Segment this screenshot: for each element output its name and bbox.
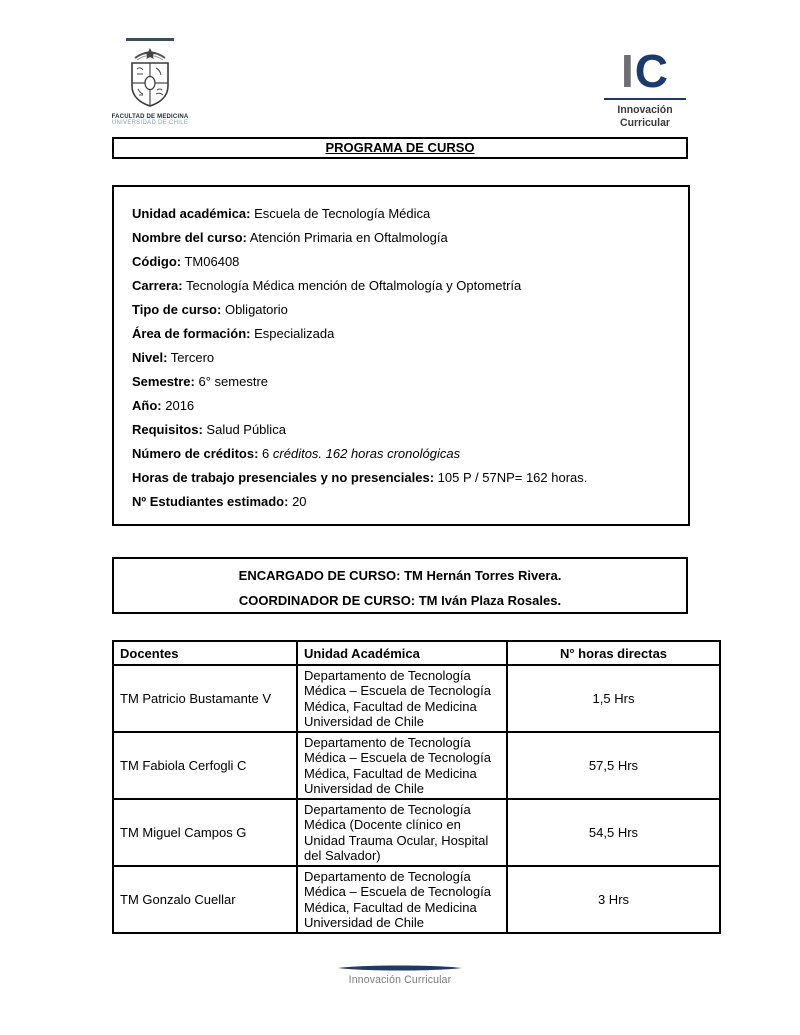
field-value: Especializada (254, 326, 335, 341)
docentes-table (112, 640, 721, 934)
field-value: Escuela de Tecnología Médica (254, 206, 431, 221)
coordinador-line: COORDINADOR DE CURSO: TM Iván Plaza Rosales. (238, 593, 562, 608)
info-field-horas-trabajo (132, 471, 672, 485)
field-value: Tercero (170, 350, 215, 365)
ic-letter-i: I (620, 45, 635, 97)
ic-letter-c: C (634, 45, 669, 97)
page-title: PROGRAMA DE CURSO (325, 140, 475, 155)
horas-cell: 3 Hrs (507, 866, 720, 933)
header-unidad-academica: Unidad Académica (297, 641, 507, 665)
footer (0, 964, 800, 986)
field-label: Semestre: (132, 374, 195, 389)
table-header-row (113, 641, 720, 665)
field-label: Requisitos: (132, 422, 203, 437)
docente-cell: TM Patricio Bustamante V (113, 665, 297, 732)
table-row (113, 799, 720, 866)
footer-label: Innovación Curricular (348, 974, 452, 986)
info-field-nivel (132, 351, 672, 365)
universidad-name: UNIVERSIDAD DE CHILE (111, 120, 189, 126)
field-value: 20 (292, 494, 307, 509)
info-field-anio (132, 399, 672, 413)
field-label: Unidad académica: (132, 206, 251, 221)
field-value-italic: créditos. 162 horas cronológicas (272, 446, 461, 461)
field-label: Tipo de curso: (132, 302, 222, 317)
field-label: Nº Estudiantes estimado: (132, 494, 289, 509)
university-crest-icon (121, 44, 179, 108)
field-label: Número de créditos: (132, 446, 259, 461)
title-box (112, 137, 688, 159)
staff-box (112, 557, 688, 614)
crest-top-line (126, 38, 174, 41)
info-field-numero-creditos (132, 447, 672, 461)
field-value: 6 (262, 446, 270, 461)
facultad-name: FACULTAD DE MEDICINA (111, 114, 189, 120)
horas-cell: 1,5 Hrs (507, 665, 720, 732)
table-row (113, 732, 720, 799)
field-label: Nivel: (132, 350, 168, 365)
course-info-box (112, 185, 690, 526)
field-label: Año: (132, 398, 162, 413)
info-field-semestre (132, 375, 672, 389)
field-value: 105 P / 57NP= 162 horas. (437, 470, 588, 485)
header-docentes: Docentes (113, 641, 297, 665)
ic-divider-line (604, 98, 686, 100)
info-field-carrera (132, 279, 672, 293)
field-value: 2016 (165, 398, 195, 413)
horas-cell: 54,5 Hrs (507, 799, 720, 866)
info-field-estudiantes-estimado (132, 495, 672, 509)
horas-cell: 57,5 Hrs (507, 732, 720, 799)
field-value: 6° semestre (198, 374, 269, 389)
header-horas-directas: N° horas directas (507, 641, 720, 665)
docente-cell: TM Fabiola Cerfogli C (113, 732, 297, 799)
field-label: Carrera: (132, 278, 183, 293)
unidad-cell: Departamento de Tecnología Médica (Docente clínico en Unidad Trauma Ocular, Hospital del Salvador) (297, 799, 507, 866)
field-value: Obligatorio (224, 302, 288, 317)
footer-lens-divider-icon (338, 964, 462, 972)
info-field-unidad-academica (132, 207, 672, 221)
ic-logo (600, 45, 690, 129)
field-label: Nombre del curso: (132, 230, 247, 245)
table-row (113, 665, 720, 732)
unidad-cell: Departamento de Tecnología Médica – Escuela de Tecnología Médica, Facultad de Medicina Universidad de Chile (297, 866, 507, 933)
ic-label-line1: Innovación (617, 104, 673, 116)
field-label: Código: (132, 254, 182, 269)
info-field-area-formacion (132, 327, 672, 341)
field-value: Salud Pública (206, 422, 286, 437)
ic-letters (600, 45, 690, 97)
info-field-requisitos (132, 423, 672, 437)
field-label: Área de formación: (132, 326, 251, 341)
encargado-line: ENCARGADO DE CURSO: TM Hernán Torres Rivera. (238, 568, 562, 583)
info-field-codigo (132, 255, 672, 269)
unidad-cell: Departamento de Tecnología Médica – Escuela de Tecnología Médica, Facultad de Medicina Universidad de Chile (297, 665, 507, 732)
info-field-nombre-curso (132, 231, 672, 245)
info-field-tipo-curso (132, 303, 672, 317)
facultad-logo (110, 38, 190, 126)
ic-label-line2: Curricular (620, 116, 670, 129)
docente-cell: TM Miguel Campos G (113, 799, 297, 866)
unidad-cell: Departamento de Tecnología Médica – Escuela de Tecnología Médica, Facultad de Medicina Universidad de Chile (297, 732, 507, 799)
table-row (113, 866, 720, 933)
field-value: TM06408 (184, 254, 240, 269)
field-value: Atención Primaria en Oftalmología (249, 230, 448, 245)
field-value: Tecnología Médica mención de Oftalmología y Optometría (185, 278, 522, 293)
field-label: Horas de trabajo presenciales y no presenciales: (132, 470, 435, 485)
docente-cell: TM Gonzalo Cuellar (113, 866, 297, 933)
